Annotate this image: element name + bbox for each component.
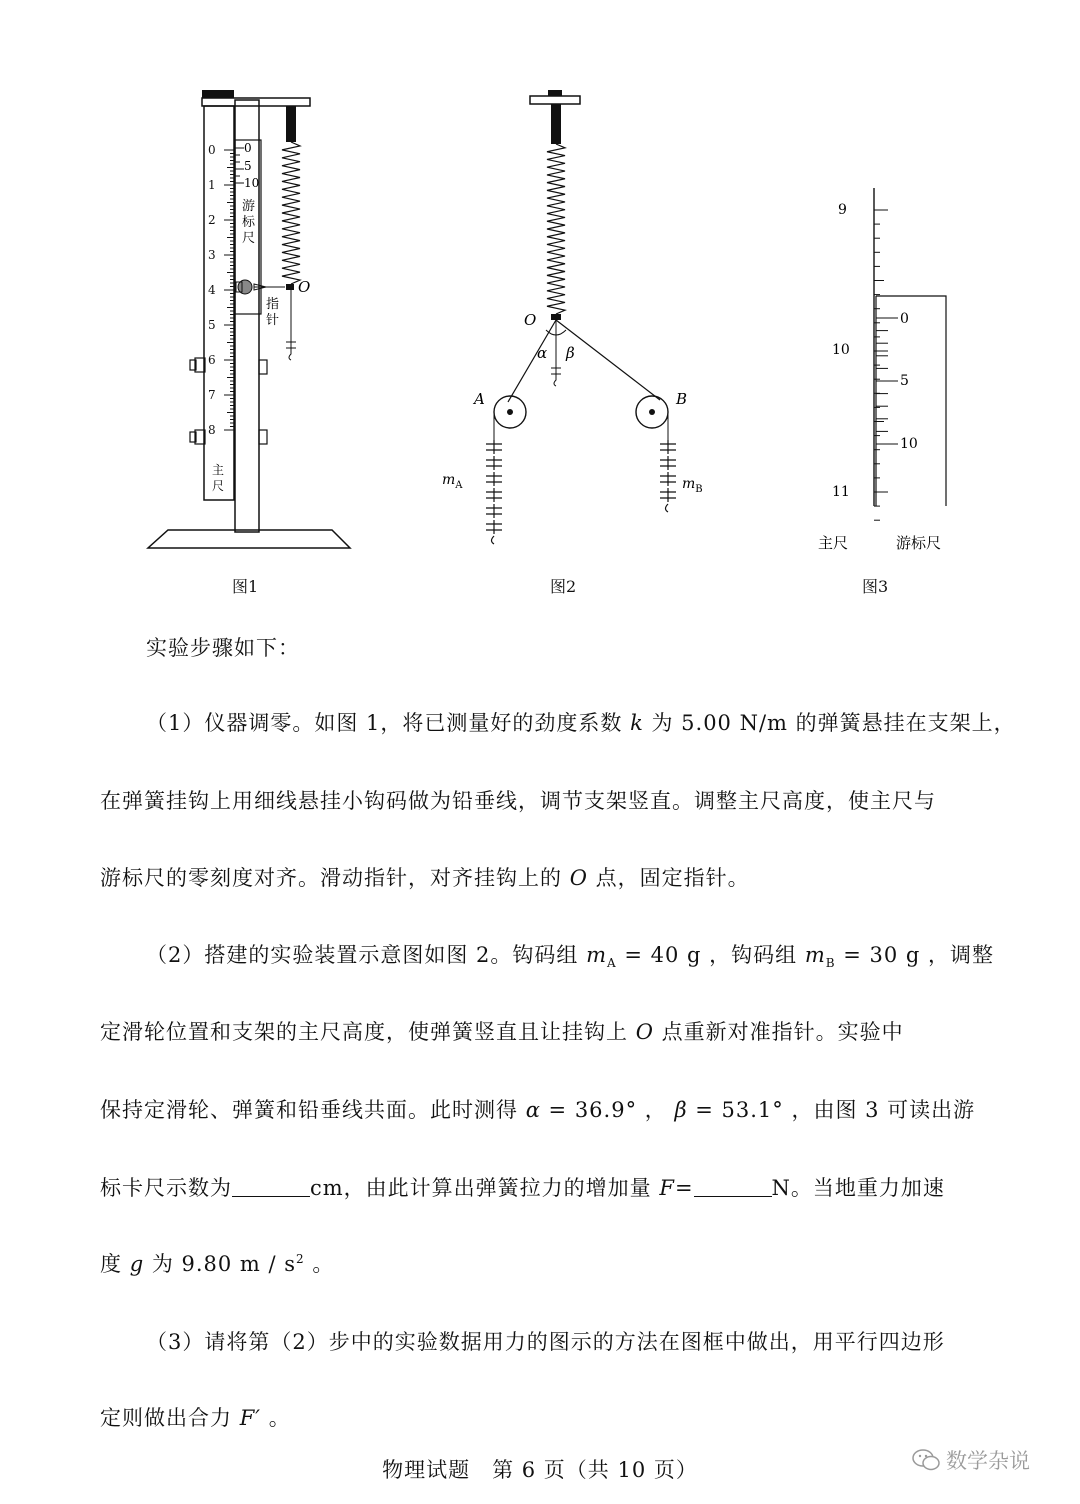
figure-1-caption: 图1 [232,577,259,596]
main-tick-label: 6 [208,353,216,367]
mass-B-symbol: m [682,476,696,492]
main-tick-10: 10 [832,342,850,358]
figure-2 [420,70,720,550]
pointer-label-1: 指 [266,297,280,312]
step1-line3: 游标尺的零刻度对齐。滑动指针，对齐挂钩上的 O 点，固定指针。 [100,866,750,890]
svg-text:mA [442,472,463,491]
vernier-tick-label: 10 [244,176,260,190]
step1-line2: 在弹簧挂钩上用细线悬挂小钩码做为铅垂线，调节支架竖直。调整主尺高度，使主尺与 [100,789,936,813]
point-A: A [474,390,485,408]
step2-line4: 标卡尺示数为 cm，由此计算出弹簧拉力的增加量 F= N。当地重力加速 [100,1176,945,1200]
beta-label: β [566,344,575,362]
vernier-tick-5: 5 [900,373,909,389]
figure-2-caption: 图2 [550,577,577,596]
vernier-label-3: 尺 [242,231,256,246]
figure-3-caption: 图3 [862,577,889,596]
mass-A-sub: A [455,480,463,491]
wechat-icon [912,1449,940,1471]
main-scale [204,106,234,500]
step2-line5: 度 g 为 9.80 m / $s^2$ 。 [100,1252,335,1276]
figure-3 [810,70,970,560]
alpha-label: α [537,344,548,362]
point-B: B [676,390,688,408]
main-tick-label: 8 [208,423,216,437]
vernier-tick-label: 5 [244,159,252,173]
step3-line1: （3）请将第（2）步中的实验数据用力的图示的方法在图框中做出，用平行四边形 [146,1330,945,1354]
main-label-1: 主 [212,463,225,477]
figure-1 [140,70,360,560]
point-O: O [524,311,537,329]
step1-line1: （1）仪器调零。如图 1，将已测量好的劲度系数 k 为 5.00 N/m 的弹簧悬挂在支架上， [146,711,1016,735]
vernier-scale-label: 游标尺 [896,534,942,552]
point-O: O [298,278,311,296]
main-tick-label: 1 [208,178,216,192]
vernier-label-1: 游 [242,199,256,214]
step3-line2: 定则做出合力 F′ 。 [100,1406,291,1430]
main-tick-11: 11 [832,484,850,500]
watermark [912,1445,1030,1475]
mass-A-symbol: m [442,472,456,488]
main-tick-label: 0 [208,143,216,157]
main-tick-label: 4 [208,283,216,297]
vernier-tick-label: 0 [244,141,252,155]
main-label-2: 尺 [212,479,225,493]
vernier-label-2: 标 [242,215,256,230]
watermark-text: 数学杂说 [946,1449,1030,1473]
answer-blank-2[interactable] [694,1178,772,1197]
main-tick-label: 3 [208,248,216,262]
page-footer: 物理试题 第 6 页（共 10 页） [382,1458,698,1482]
intro-line: 实验步骤如下： [146,636,300,660]
vernier-tick-10: 10 [900,436,918,452]
step2-line2: 定滑轮位置和支架的主尺高度，使弹簧竖直且让挂钩上 O 点重新对准指针。实验中 [100,1020,904,1044]
svg-text:mB [682,476,703,495]
step2-line3: 保持定滑轮、弹簧和铅垂线共面。此时测得 α = 36.9° ， β = 53.1° ，由图 3 可读出游 [100,1098,976,1122]
answer-blank-1[interactable] [232,1178,310,1197]
pointer-label-2: 针 [266,313,280,328]
main-scale-label: 主尺 [818,534,849,552]
main-tick-9: 9 [838,202,847,218]
main-tick-label: 2 [208,213,216,227]
main-tick-label: 7 [208,388,216,402]
step2-line1: （2）搭建的实验装置示意图如图 2。钩码组 $m_A = 40$ g ，钩码组 $m_B = 30$ g ，调整 [146,943,995,971]
main-tick-label: 5 [208,318,216,332]
vernier-tick-0: 0 [900,311,909,327]
mass-B-sub: B [695,484,703,495]
